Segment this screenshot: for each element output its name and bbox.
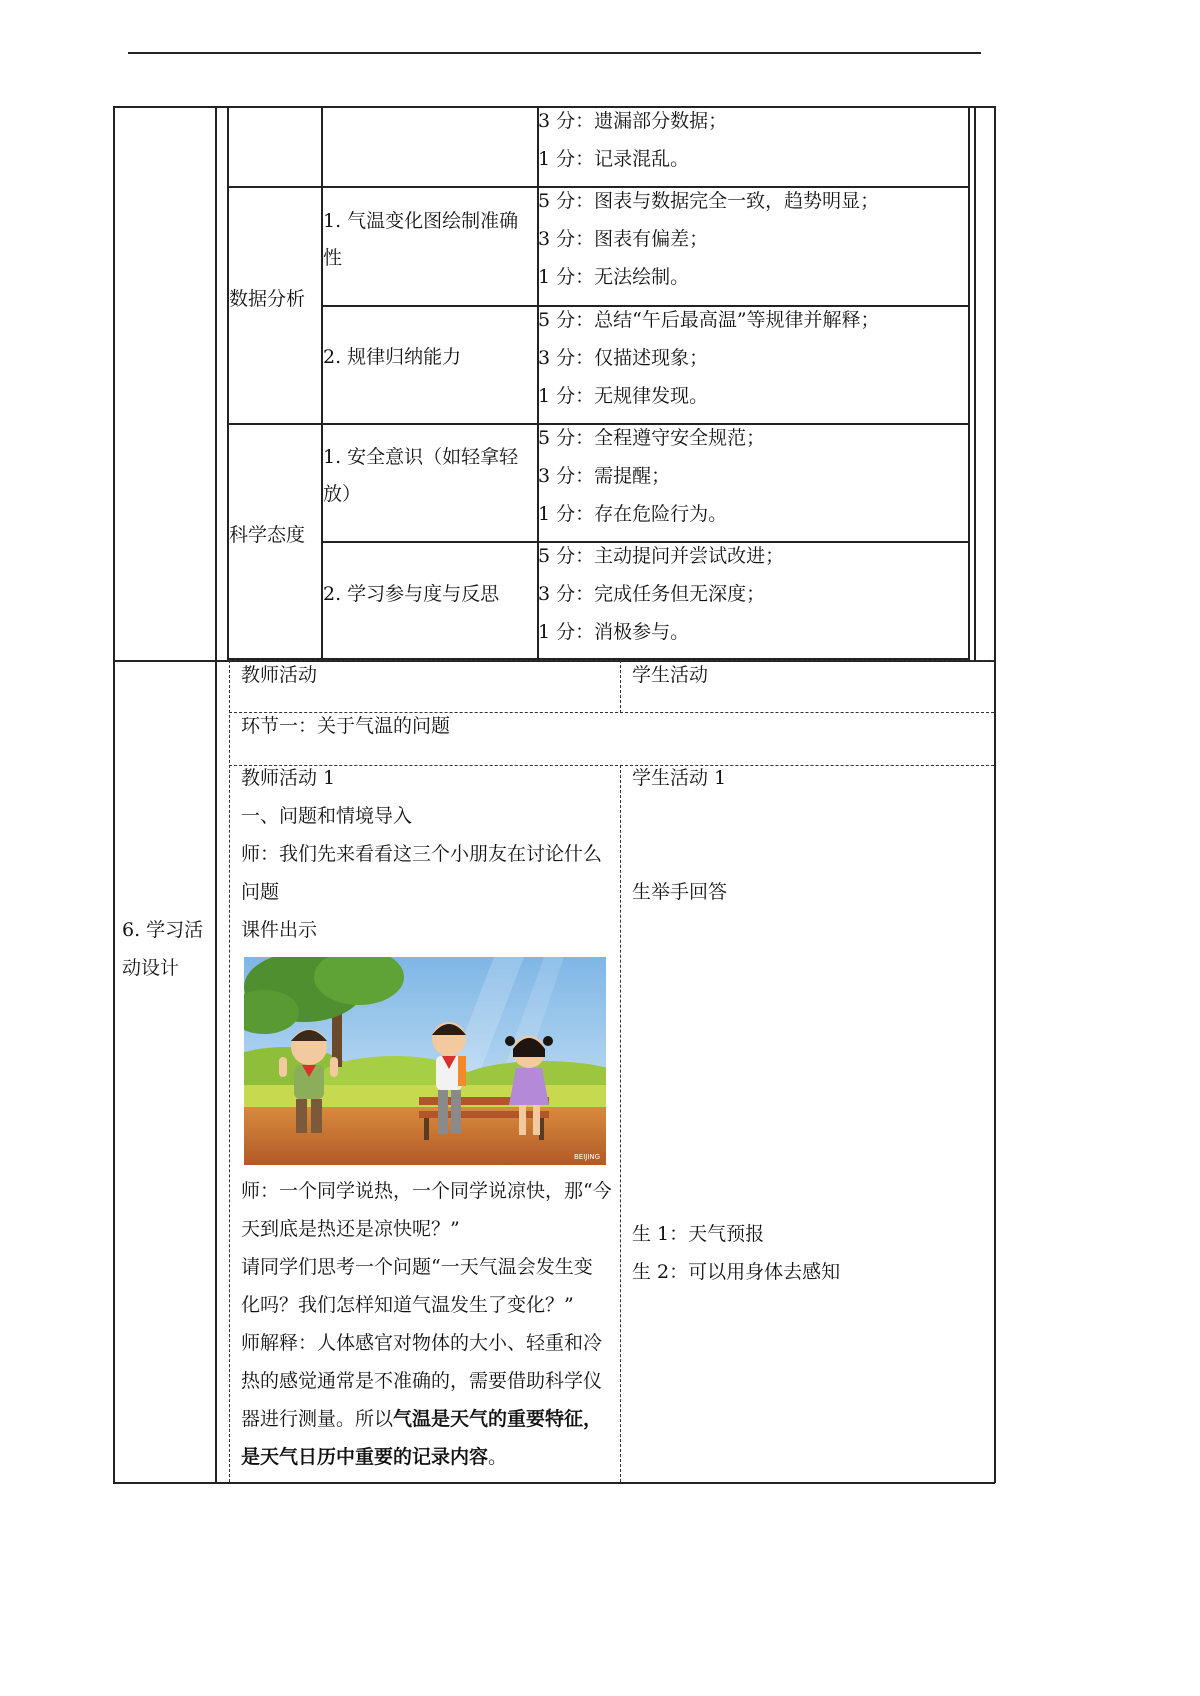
- category-label-science-attitude: 科学态度: [229, 524, 306, 546]
- courseware-illustration: [244, 957, 606, 1165]
- label-column-divider: [215, 106, 217, 1483]
- teacher-mixed-line: 器进行测量。所以气温是天气的重要特征，: [241, 1408, 603, 1430]
- criterion-pattern-induction: 2. 规律归纳能力: [323, 346, 462, 368]
- scores-safety-awareness: [538, 418, 765, 535]
- score-line: 1 分：存在危险行为。: [538, 503, 728, 525]
- score-line: 1 分：无法绘制。: [538, 266, 690, 288]
- criterion-participation: 2. 学习参与度与反思: [323, 583, 500, 605]
- rubric-continuation-scores: [538, 101, 727, 180]
- student-answer-2: 生 2：可以用身体去感知: [632, 1261, 841, 1283]
- activity-column-divider: [620, 765, 621, 1482]
- activity-row-line: [229, 660, 994, 661]
- teacher-activity-text-top: 教师活动 1 一、问题和情境导入 师：我们先来看看这三个小朋友在讨论什么 问题 课件出示: [241, 767, 603, 941]
- score-line: 5 分：主动提问并尝试改进；: [538, 545, 785, 567]
- criterion-chart-accuracy: 1. 气温变化图绘制准确 性: [323, 210, 519, 269]
- table-border-left: [113, 106, 115, 1483]
- scores-chart-accuracy: [538, 181, 879, 298]
- score-line: 1 分：无规律发现。: [538, 385, 709, 407]
- score-line: 3 分：仅描述现象；: [538, 347, 709, 369]
- rubric-border-left: [227, 106, 229, 660]
- teacher-activity-header: 教师活动: [241, 664, 318, 686]
- image-watermark: BEIJING: [574, 1153, 601, 1161]
- score-line: 1 分：记录混乱。: [538, 148, 690, 170]
- teacher-activity-text-bottom: 师：一个同学说热，一个同学说凉快，那“今 天到底是热还是凉快呢？” 请同学们思考一个问题“一天气温会发生变 化吗？我们怎样知道气温发生了变化？” 师解释：人体感官对物体的大小、轻重和冷 热的感觉通常是不准确的，需要借助科学仪 器进行测量。所以气温是天气的重要特征， 是天气日历中重要的记录内容。: [241, 1171, 612, 1478]
- score-line: 3 分：遗漏部分数据；: [538, 110, 728, 132]
- stage-title: 环节一：关于气温的问题: [241, 715, 451, 737]
- activity-border-left: [229, 660, 230, 1482]
- section-label-activity-design: 6. 学习活 动设计: [122, 919, 204, 979]
- rubric-border-right: [968, 106, 970, 660]
- teacher-bold-line: 是天气日历中重要的记录内容。: [241, 1446, 508, 1468]
- park-scene-image: [244, 957, 606, 1165]
- table-border-right: [994, 106, 996, 1483]
- student-activity-header: 学生活动: [632, 664, 709, 686]
- page-header-rule: [128, 52, 981, 54]
- score-line: 3 分：需提醒；: [538, 465, 671, 487]
- table-border-bottom: [113, 1482, 995, 1484]
- category-label-data-analysis: 数据分析: [229, 288, 306, 310]
- score-line: 3 分：完成任务但无深度；: [538, 583, 766, 605]
- student-answer: 生举手回答: [632, 881, 728, 903]
- score-line: 1 分：消极参与。: [538, 621, 690, 643]
- scores-pattern-induction: [538, 300, 880, 417]
- activity-column-divider: [620, 660, 621, 713]
- score-line: 5 分：图表与数据完全一致，趋势明显；: [538, 190, 880, 212]
- scores-participation: [538, 536, 784, 653]
- key-point-bold: 是天气日历中重要的记录内容: [241, 1446, 489, 1468]
- student-activity-title: 学生活动 1: [632, 767, 727, 789]
- key-point-bold: 气温是天气的重要特征，: [393, 1408, 603, 1430]
- student-answer-1: 生 1：天气预报: [632, 1223, 765, 1245]
- score-line: 5 分：全程遵守安全规范；: [538, 427, 766, 449]
- score-line: 3 分：图表有偏差；: [538, 228, 709, 250]
- criterion-safety-awareness: 1. 安全意识（如轻拿轻 放）: [323, 446, 519, 505]
- rubric-right-outer: [974, 106, 976, 660]
- score-line: 5 分：总结“午后最高温”等规律并解释；: [538, 309, 880, 331]
